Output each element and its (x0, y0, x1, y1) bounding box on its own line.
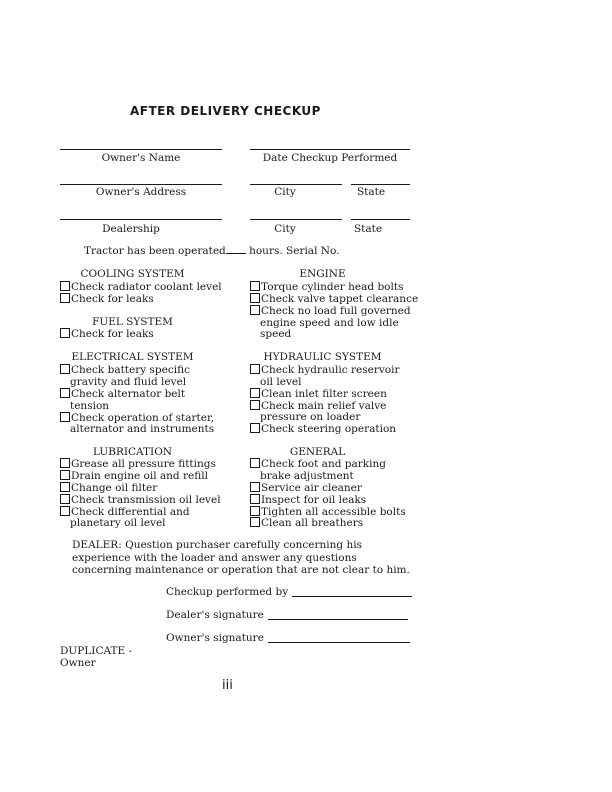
operated-prefix: Tractor has been operated (84, 245, 226, 257)
page-number: iii (222, 678, 233, 693)
checkbox-icon[interactable] (250, 517, 260, 527)
state-line-2 (351, 219, 410, 220)
general-item: Clean all breathers (250, 517, 363, 529)
owner-name-line (60, 149, 222, 150)
hydraulic-item-cont: oil level (260, 376, 302, 388)
checkbox-icon[interactable] (60, 293, 70, 303)
checkbox-icon[interactable] (60, 364, 70, 374)
engine-item: Check no load full governed (250, 305, 411, 317)
checkbox-icon[interactable] (60, 494, 70, 504)
owner-signature-field[interactable] (268, 642, 410, 643)
checkbox-icon[interactable] (250, 423, 260, 433)
checkbox-icon[interactable] (60, 470, 70, 480)
checkup-performed-by-row (166, 586, 412, 598)
state-label-1: State (356, 186, 386, 198)
general-item: Tighten all accessible bolts (250, 506, 406, 518)
dealership-label: Dealership (102, 223, 160, 235)
hydraulic-item: Check steering operation (250, 423, 396, 435)
owner-address-line (60, 184, 222, 185)
cooling-heading: COOLING SYSTEM (80, 268, 185, 280)
owner-address-label: Owner's Address (95, 186, 187, 198)
checkbox-icon[interactable] (250, 364, 260, 374)
form-title: AFTER DELIVERY CHECKUP (130, 104, 321, 118)
hydraulic-heading: HYDRAULIC SYSTEM (263, 351, 382, 363)
checkbox-icon[interactable] (250, 494, 260, 504)
electrical-item: Check battery specific (60, 364, 190, 376)
city-label-1: City (274, 186, 296, 198)
checkbox-icon[interactable] (60, 482, 70, 492)
general-item: Inspect for oil leaks (250, 494, 366, 506)
lubrication-item: Check transmission oil level (60, 494, 221, 506)
checkbox-icon[interactable] (250, 281, 260, 291)
electrical-item: Check alternator belt (60, 388, 185, 400)
lubrication-item: Check differential and (60, 506, 190, 518)
operated-line (84, 245, 339, 257)
checkbox-icon[interactable] (250, 506, 260, 516)
general-item: Service air cleaner (250, 482, 362, 494)
checkbox-icon[interactable] (60, 458, 70, 468)
hydraulic-item-cont: pressure on loader (260, 411, 361, 423)
electrical-item-cont: gravity and fluid level (70, 376, 187, 388)
date-line (250, 149, 410, 150)
engine-heading: ENGINE (299, 268, 346, 280)
hydraulic-item: Clean inlet filter screen (250, 388, 387, 400)
cooling-item: Check for leaks (60, 293, 154, 305)
cooling-item: Check radiator coolant level (60, 281, 222, 293)
general-item: Check foot and parking (250, 458, 386, 470)
fuel-item: Check for leaks (60, 328, 154, 340)
dealer-signature-row (166, 609, 408, 621)
owner-name-label: Owner's Name (101, 152, 181, 164)
checkbox-icon[interactable] (60, 328, 70, 338)
checkbox-icon[interactable] (250, 400, 260, 410)
hours-blank (226, 253, 246, 254)
checkbox-icon[interactable] (60, 281, 70, 291)
lubrication-item: Grease all pressure fittings (60, 458, 216, 470)
general-heading: GENERAL (289, 446, 346, 458)
lubrication-item-cont: planetary oil level (70, 517, 166, 529)
date-label: Date Checkup Performed (262, 152, 398, 164)
checkbox-icon[interactable] (250, 305, 260, 315)
operated-suffix: hours. Serial No. (249, 245, 340, 257)
engine-item: Torque cylinder head bolts (250, 281, 403, 293)
city-line-2 (250, 219, 342, 220)
checkbox-icon[interactable] (60, 388, 70, 398)
engine-item-cont: speed (260, 328, 292, 340)
city-label-2: City (274, 223, 296, 235)
checkbox-icon[interactable] (250, 458, 260, 468)
electrical-heading: ELECTRICAL SYSTEM (71, 351, 194, 363)
dealer-note: DEALER: Question purchaser carefully concerning his experience with the loader and answer any questions concerning maintenance or operation that are not clear to him. (72, 539, 410, 576)
lubrication-item: Change oil filter (60, 482, 157, 494)
dealer-signature-field[interactable] (268, 619, 408, 620)
electrical-item-cont: alternator and instruments (70, 423, 215, 435)
checkbox-icon[interactable] (250, 482, 260, 492)
checkup-performed-by-label: Checkup performed by (166, 586, 289, 598)
electrical-item-cont: tension (70, 400, 110, 412)
hydraulic-item: Check hydraulic reservoir (250, 364, 399, 376)
dealer-signature-label: Dealer's signature (166, 609, 264, 621)
copy-recipient: Owner (60, 657, 96, 669)
checkbox-icon[interactable] (250, 388, 260, 398)
state-line-1 (351, 184, 410, 185)
state-label-2: State (353, 223, 383, 235)
general-item-cont: brake adjustment (260, 470, 354, 482)
hydraulic-item: Check main relief valve (250, 400, 386, 412)
checkup-performed-by-field[interactable] (292, 596, 412, 597)
checkbox-icon[interactable] (250, 293, 260, 303)
fuel-heading: FUEL SYSTEM (92, 316, 173, 328)
copy-label: DUPLICATE - (60, 645, 133, 657)
checkbox-icon[interactable] (60, 506, 70, 516)
owner-signature-label: Owner's signature (166, 632, 264, 644)
dealership-line (60, 219, 222, 220)
engine-item-cont: engine speed and low idle (260, 317, 399, 329)
city-line-1 (250, 184, 342, 185)
lubrication-heading: LUBRICATION (92, 446, 172, 458)
checkbox-icon[interactable] (60, 412, 70, 422)
electrical-item: Check operation of starter, (60, 412, 214, 424)
owner-signature-row (166, 632, 410, 644)
lubrication-item: Drain engine oil and refill (60, 470, 208, 482)
engine-item: Check valve tappet clearance (250, 293, 418, 305)
